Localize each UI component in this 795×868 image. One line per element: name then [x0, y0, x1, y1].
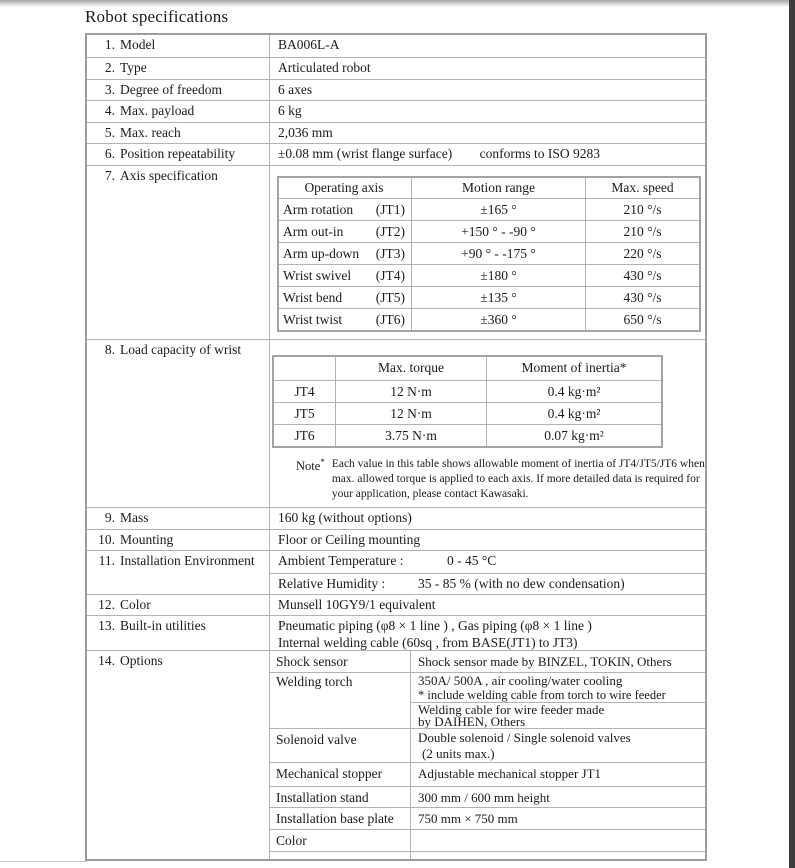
option-row [270, 651, 705, 672]
axis-name-cell [279, 221, 412, 242]
repeatability-standard: conforms to ISO 9283 [479, 146, 600, 161]
row-value [270, 144, 705, 165]
environment-sub-row [270, 573, 705, 595]
env-temperature-label: Ambient Temperature : [278, 553, 404, 568]
row-number: 3. [104, 82, 115, 97]
axis-joint: (JT2) [375, 224, 405, 239]
wrist-row [274, 402, 661, 424]
environment-sub-row [270, 551, 705, 573]
row-label-text: Options [120, 653, 163, 668]
axis-max-speed: 430 °/s [623, 268, 662, 283]
option-row-empty [270, 851, 705, 861]
option-name: Installation stand [270, 787, 411, 808]
option-row [270, 702, 705, 728]
axis-max-speed: 210 °/s [623, 202, 662, 217]
column-header: Max. torque [336, 357, 487, 380]
option-row [270, 786, 705, 808]
option-value [411, 673, 705, 702]
row-number: 8. [104, 342, 115, 357]
axis-row [279, 286, 699, 308]
table-row-environment [87, 550, 705, 594]
option-name: Mechanical stopper [270, 763, 411, 786]
axis-joint: (JT3) [375, 246, 405, 261]
axis-joint: (JT5) [375, 290, 405, 305]
row-label [87, 508, 270, 529]
utilities-line: Pneumatic piping (φ8 × 1 line ) , Gas piping (φ8 × 1 line ) [278, 618, 592, 633]
option-name: Welding torch [270, 673, 411, 702]
axis-name-cell [279, 309, 412, 330]
axis-row [279, 220, 699, 242]
option-name [270, 852, 411, 861]
axis-motion-range: +90 ° - -175 ° [412, 243, 586, 264]
page-bottom-edge-line [0, 861, 87, 862]
table-row [87, 79, 705, 100]
axis-spec-table [277, 176, 701, 332]
table-row [87, 143, 705, 165]
row-label [87, 123, 270, 143]
option-name: Color [270, 830, 411, 851]
row-value: BA006L-A [278, 37, 340, 52]
option-value-line: 350A/ 500A , air cooling/water cooling [418, 672, 623, 688]
axis-motion-range: ±165 ° [412, 199, 586, 220]
option-value-line: (2 units max.) [422, 745, 495, 761]
row-value: Munsell 10GY9/1 equivalent [278, 597, 436, 612]
axis-row [279, 264, 699, 286]
row-number: 9. [104, 510, 115, 525]
table-row [87, 35, 705, 57]
option-name: Shock sensor [270, 651, 411, 672]
table-row [87, 594, 705, 615]
axis-motion-range: ±135 ° [412, 287, 586, 308]
table-row-axis-specification [87, 165, 705, 339]
wrist-note [296, 457, 705, 502]
column-header: Max. speed [611, 180, 674, 195]
row-number: 12. [98, 597, 115, 612]
utilities-line: Internal welding cable (60sq , from BASE(JT1) to JT3) [278, 634, 578, 650]
axis-joint: (JT6) [375, 312, 405, 327]
wrist-inertia: 0.4 kg·m² [547, 406, 601, 421]
note-asterisk: * [320, 457, 325, 467]
row-label [87, 616, 270, 650]
option-row [270, 728, 705, 762]
column-header: Moment of inertia* [521, 360, 627, 375]
axis-name: Arm rotation [283, 202, 354, 217]
row-value: Floor or Ceiling mounting [278, 532, 421, 547]
wrist-row [274, 380, 661, 402]
axis-joint: (JT4) [375, 268, 405, 283]
row-label-text: Installation Environment [120, 553, 255, 568]
axis-max-speed: 210 °/s [623, 224, 662, 239]
axis-row [279, 308, 699, 330]
option-value [411, 830, 705, 851]
row-value: Articulated robot [278, 60, 371, 75]
row-label [87, 166, 270, 339]
option-name: Solenoid valve [270, 729, 411, 762]
option-value [411, 852, 705, 861]
env-humidity-label: Relative Humidity : [278, 576, 386, 591]
wrist-load-table [272, 355, 663, 448]
row-number: 13. [98, 618, 115, 633]
option-row [270, 807, 705, 829]
row-value [270, 616, 705, 650]
row-number: 10. [98, 532, 115, 547]
row-value [270, 166, 705, 339]
row-number: 5. [104, 125, 115, 140]
wrist-joint: JT4 [274, 381, 336, 402]
row-value [270, 551, 705, 594]
wrist-inertia: 0.07 kg·m² [544, 428, 604, 443]
table-row-load-capacity [87, 339, 705, 507]
row-label [87, 595, 270, 615]
wrist-table-header [274, 357, 661, 380]
option-row [270, 672, 705, 702]
row-label-text: Position repeatability [120, 146, 236, 161]
wrist-torque: 12 N·m [336, 381, 487, 402]
row-label-text: Max. reach [120, 125, 181, 140]
axis-motion-range: ±180 ° [412, 265, 586, 286]
row-label-text: Model [120, 37, 156, 52]
axis-name-cell [279, 265, 412, 286]
options-table [270, 651, 705, 861]
option-row [270, 829, 705, 851]
row-number: 7. [104, 168, 115, 183]
env-humidity-value: 35 - 85 % (with no dew condensation) [418, 576, 625, 591]
option-name [270, 702, 411, 728]
option-value-line: Welding cable for wire feeder made [418, 701, 605, 717]
axis-max-speed: 650 °/s [623, 312, 662, 327]
axis-name: Arm out-in [283, 224, 344, 239]
column-header: Motion range [412, 178, 586, 198]
row-number: 2. [104, 60, 115, 75]
row-value: 2,036 mm [278, 125, 333, 140]
option-value-line: Double solenoid / Single solenoid valves [418, 729, 631, 745]
row-label [87, 101, 270, 122]
axis-name-cell [279, 243, 412, 264]
row-label-text: Mass [120, 510, 149, 525]
wrist-joint: JT6 [274, 425, 336, 446]
axis-name-cell [279, 287, 412, 308]
option-name: Installation base plate [270, 808, 411, 829]
axis-motion-range: +150 ° - -90 ° [412, 221, 586, 242]
row-number: 1. [104, 37, 115, 52]
row-label-text: Color [120, 597, 151, 612]
axis-name: Wrist swivel [283, 268, 352, 283]
axis-max-speed: 430 °/s [623, 290, 662, 305]
row-label [87, 35, 270, 57]
repeatability-value: ±0.08 mm (wrist flange surface) [278, 146, 453, 161]
row-label-text: Built-in utilities [120, 618, 206, 633]
axis-joint: (JT1) [375, 202, 405, 217]
page-top-shadow [0, 0, 795, 7]
wrist-joint: JT5 [274, 403, 336, 424]
option-value-line: * include welding cable from torch to wire feeder [418, 688, 666, 703]
axis-name-cell [279, 199, 412, 220]
wrist-row [274, 424, 661, 446]
table-row [87, 507, 705, 529]
wrist-torque: 12 N·m [336, 403, 487, 424]
row-number: 6. [104, 146, 115, 161]
axis-name: Arm up-down [283, 246, 360, 261]
row-value: 6 kg [278, 103, 302, 118]
option-value: Adjustable mechanical stopper JT1 [418, 765, 602, 781]
option-row [270, 762, 705, 786]
row-label [87, 340, 270, 507]
row-label [87, 144, 270, 165]
option-value [411, 729, 705, 762]
axis-max-speed: 220 °/s [623, 246, 662, 261]
option-value: 300 mm / 600 mm height [418, 789, 550, 805]
env-temperature-value: 0 - 45 °C [447, 553, 497, 568]
axis-row [279, 242, 699, 264]
row-label [87, 651, 270, 861]
row-number: 11. [98, 553, 115, 568]
row-label-text: Mounting [120, 532, 174, 547]
axis-name: Wrist bend [283, 290, 343, 305]
row-label-text: Axis specification [120, 168, 218, 183]
row-label [87, 551, 270, 594]
row-value: 160 kg (without options) [278, 510, 412, 525]
wrist-inertia: 0.4 kg·m² [547, 384, 601, 399]
table-row [87, 100, 705, 122]
wrist-torque: 3.75 N·m [336, 425, 487, 446]
row-number: 14. [98, 653, 115, 668]
table-row [87, 122, 705, 143]
table-row-options [87, 650, 705, 861]
row-label-text: Load capacity of wrist [120, 342, 242, 357]
row-label-text: Degree of freedom [120, 82, 222, 97]
row-value [270, 340, 705, 507]
page-title: Robot specifications [85, 7, 229, 26]
row-label [87, 58, 270, 79]
table-row [87, 57, 705, 79]
row-label-text: Max. payload [120, 103, 195, 118]
note-text: Each value in this table shows allowable moment of inertia of JT4/JT5/JT6 when max. allowed torque is applied to each axis. If more detailed data is required for your application, please contact Kawasaki. [331, 458, 705, 500]
column-header [274, 357, 336, 380]
axis-motion-range: ±360 ° [412, 309, 586, 330]
table-row-utilities [87, 615, 705, 650]
robot-spec-table [85, 33, 707, 861]
row-number: 4. [104, 103, 115, 118]
row-label-text: Type [120, 60, 147, 75]
option-value-line: by DAIHEN, Others [418, 714, 526, 730]
row-value: 6 axes [278, 82, 313, 97]
option-value: Shock sensor made by BINZEL, TOKIN, Others [418, 654, 672, 669]
option-value: 750 mm × 750 mm [418, 811, 518, 827]
note-label: Note* [296, 457, 325, 474]
option-value [411, 702, 705, 728]
row-label [87, 80, 270, 100]
axis-name: Wrist twist [283, 312, 343, 327]
table-row [87, 529, 705, 550]
column-header: Operating axis [279, 178, 412, 198]
axis-table-header [279, 178, 699, 198]
row-label [87, 530, 270, 550]
window-right-edge [789, 0, 795, 868]
axis-row [279, 198, 699, 220]
